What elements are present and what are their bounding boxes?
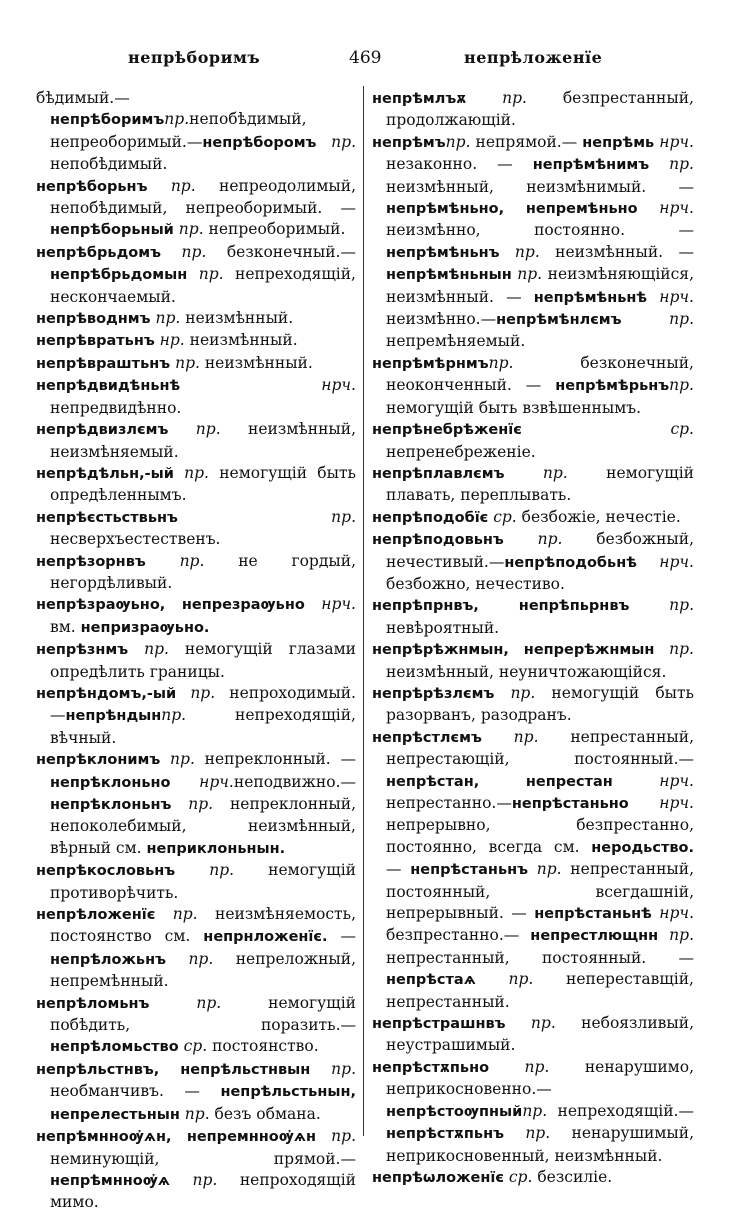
definition-text: неизмѣнный, неуничтожающійся. [386,662,667,681]
definition-text: немогущій побѣдить, поразить.— [50,993,356,1035]
headword: непрѣмѣрнмъ [372,355,489,372]
grammar-abbreviation: пр. [166,949,214,968]
grammar-abbreviation: пр. [160,750,195,769]
grammar-abbreviation: ср. [488,507,517,526]
headword: непрѣмѣньнѣ [533,289,648,306]
definition-text: безпрестанно.— [386,926,531,945]
dictionary-entry [372,1167,694,1189]
definition-text: безконечный, неоконченный. — [386,353,694,395]
headword: непрѣкословьнъ [36,863,176,880]
definition-text: непрестанно.— [386,794,512,812]
dictionary-entry [372,1057,694,1167]
definition-text: непреклонный. — [194,750,356,769]
headword: непрѣрѣжнмын, непрерѣжнмын [372,642,655,659]
grammar-abbreviation: нрч. [637,199,694,218]
headword: непрѣборьный [50,222,174,239]
headword: непрѣстлємъ [372,729,482,746]
definition-text: непреходящій, нескончаемый. [50,265,356,306]
headword: непрѣстаньнъ [410,862,529,879]
grammar-abbreviation: нрч. [304,595,356,614]
definition-text: неизмѣняемость, постоянство см. [50,905,356,946]
headword: непрѣбрьдомын [50,267,188,284]
right-column [372,88,694,1189]
definition-text: непрямой.— [470,132,583,151]
headword: непрѣстаньнѣ [534,906,652,923]
definition-text: безбожный, нечестивый.— [386,530,694,571]
headword: непрѣподобїє [372,509,489,526]
dictionary-entry [36,749,356,860]
headword: непрѣмѣньнын [386,267,512,284]
definition-text: неизмѣняющійся, неизмѣнный. — [386,265,695,306]
definition-text: — [327,927,356,946]
grammar-abbreviation: пр. [504,463,568,482]
dictionary-entry [36,683,356,749]
grammar-abbreviation: пр. [621,310,694,329]
grammar-abbreviation: нрч. [647,287,694,306]
grammar-abbreviation: пр. [161,242,207,261]
grammar-abbreviation: пр. [173,463,209,482]
definition-text: непрестанный, постоянный, всегдашній, непрерывный. — [386,860,694,923]
definition-text: непрестанный, непрестающій, постоянный.— [386,727,695,769]
headword: непрѣстан, непрестан [386,773,613,790]
grammar-abbreviation: пр. [145,551,205,570]
grammar-abbreviation: пр. [499,242,540,261]
grammar-abbreviation: пр. [522,1101,548,1120]
headword: неприклоньнын. [146,840,286,857]
grammar-abbreviation: пр. [176,683,216,702]
definition-text: немогущій быть опредѣленнымъ. [50,463,356,505]
dictionary-entry [36,375,356,419]
grammar-abbreviation: пр. [171,795,214,813]
headword: непрѣдвизлємъ [36,422,169,439]
definition-text: неизмѣнный. [199,353,313,372]
dictionary-entry [36,353,356,375]
dictionary-entry [36,330,356,352]
dictionary-entry [372,88,694,132]
headword: непрѣложенїє [36,907,156,924]
definition-text: неизмѣнный, неизмѣнимый. — [386,177,694,196]
headword: непрестлющнн [530,928,659,945]
headword: непрѣплавлємъ [372,465,505,482]
dictionary-entry [372,639,694,683]
grammar-abbreviation: пр. [528,860,562,879]
definition-text: безбожно, нечестиво. [386,574,565,593]
definition-text: немогущій быть взвѣшеннымъ. [386,398,642,417]
definition-text: безсиліе. [532,1167,613,1186]
dictionary-entry [36,1059,356,1126]
headword: непрѣмѣнлємъ [496,312,622,329]
definition-text: немогущій плавать, переплывать. [386,463,694,505]
dictionary-entry [36,904,356,993]
headword: непрѣклонимъ [36,752,161,769]
grammar-abbreviation: пр. [170,353,200,372]
dictionary-entry [36,88,356,176]
dictionary-entry [372,507,694,529]
headword: непрѣклоньнъ [50,797,172,813]
definition-text: неизмѣнно, постоянно. — [386,221,694,240]
dictionary-entry [36,860,356,904]
headword: непрѣборимъ [50,112,165,129]
definition-text: неизмѣнный, неизмѣняемый. [50,420,356,461]
dictionary-entry [372,1013,694,1057]
definition-text: немогущій глазами опредѣлить границы. [50,640,356,681]
headword: непрѣстаѧ [386,972,476,989]
dictionary-entry [36,1126,356,1214]
definition-text: несверхъестественъ. [50,530,221,549]
dictionary-entry [36,308,356,330]
headword: непрѣзнмъ [36,642,129,659]
headword: непрѣзорнвъ [36,553,146,570]
headword: непрѣнебрѣженїє [372,422,522,439]
headword: непрѣмнноѹ҆ѧн, непремнноѹ҆ѧн [36,1129,316,1146]
headword: непрѣмѣньнъ [386,244,500,261]
grammar-abbreviation: пр. [475,970,534,989]
dictionary-entry [36,463,356,507]
grammar-abbreviation: пр. [173,220,204,239]
dictionary-entry [36,639,356,683]
grammar-abbreviation: пр. [466,89,527,107]
grammar-abbreviation: пр. [128,640,169,659]
definition-text: небоязливый, неустрашимый. [386,1014,695,1055]
headword: непрѣстаньно [511,796,629,812]
definition-text: необманчивъ. — [50,1082,221,1101]
definition-text: непроходящій мимо. [50,1170,356,1212]
definition-text: непереставщій, непрестанный. [386,970,694,1011]
headword: непрѣльстнвъ, непрѣльстнвын [36,1061,311,1078]
grammar-abbreviation: пр. [175,861,235,880]
headword: непрѣдѣльн,-ый [36,465,174,482]
grammar-abbreviation: пр. [505,1014,556,1033]
grammar-abbreviation: пр. [481,727,539,746]
grammar-abbreviation: пр. [316,132,356,151]
grammar-abbreviation: нр. [154,331,185,350]
headword: неродьство. [591,839,694,856]
definition-text: непредвидѣнно. [50,398,182,417]
definition-text: невѣроятный. [386,618,500,637]
definition-text: безбожіе, нечестіе. [516,507,681,526]
grammar-abbreviation: пр. [658,926,694,945]
running-head-right: непрѣложенїе [464,48,603,67]
definition-text: не гордый, негордѣливый. [50,551,356,592]
definition-text: безпрестанный, продолжающій. [386,89,694,130]
dictionary-entry [372,419,694,463]
headword: непрѣборомъ [202,134,317,151]
headword: непрѣндомъ,-ый [36,685,177,702]
headword: непрѣломьство [50,1039,179,1056]
definition-text: неизмѣнный. [184,331,298,350]
dictionary-entry [372,529,694,595]
headword: непрѣрѣзлємъ [372,685,495,702]
grammar-abbreviation: ср. [503,1167,533,1186]
grammar-abbreviation: пр. [488,353,514,372]
definition-text: непреходящій, вѣчный. [50,706,356,747]
grammar-abbreviation: пр. [649,155,694,174]
headword: непрѣстоѹпный [386,1103,523,1120]
dictionary-entry [36,551,356,595]
dictionary-entry [372,463,694,507]
grammar-abbreviation: пр. [147,176,196,195]
grammar-abbreviation: пр. [511,265,543,284]
definition-text: непреодолимый, непобѣдимый, непреоборимый. — [50,176,356,218]
headword: непрѣльстьнын, непрелестьнын [50,1084,356,1123]
definition-text: ненарушимо, неприкосновенно.— [386,1057,694,1099]
headword: непрѣмлъѫ [372,91,467,107]
grammar-abbreviation: пр. [150,309,181,328]
dictionary-entry [36,242,356,308]
grammar-abbreviation: пр. [669,376,694,395]
definition-text: непремѣняемый. [386,332,526,351]
definition-text: неподвижно.— [233,772,356,791]
grammar-abbreviation: пр. [315,1127,357,1146]
headword: непрѣборьнъ [36,178,148,195]
grammar-abbreviation: нрч. [628,794,694,812]
dictionary-entry [36,993,356,1059]
dictionary-entry [372,353,694,419]
grammar-abbreviation: нрч. [612,771,694,790]
definition-text: непреклонный, непоколебимый, неизмѣнный, вѣрный см. [50,795,357,857]
dictionary-entry [36,419,356,463]
grammar-abbreviation: ср. [178,1037,208,1056]
headword: непрѣстѫпьно [372,1059,490,1076]
definition-text: непреоборимый. [203,220,346,239]
definition-text: непреходящій.— [547,1101,694,1120]
definition-text: ненарушимый, неприкосновенный, неизмѣнный. [386,1124,694,1165]
headword: непрѣндын [65,708,162,725]
definition-text: непобѣдимый, непреоборимый.— [50,110,307,151]
headword: непрѣбрьдомъ [36,244,162,261]
running-head-left: непрѣборимъ [128,48,261,67]
definition-text: непрерывно, безпрестанно, постоянно, всегда см. [386,816,694,856]
grammar-abbreviation: нрч. [636,552,694,571]
headword: непрѣложьнъ [50,951,167,968]
grammar-abbreviation: пр. [161,706,187,725]
definition-text: безконечный.— [206,242,356,261]
headword: непрѣмъ [372,134,446,151]
headword: непрѣєстьствьнъ [36,509,178,526]
headword: непрѣподобьнѣ [504,554,637,571]
grammar-abbreviation: нрч. [654,132,694,151]
definition-text: немогущій быть разорванъ, разодранъ. [386,683,694,725]
dictionary-entry [36,594,356,639]
definition-text: непреложный, непремѣнный. [50,949,356,991]
grammar-abbreviation: пр. [310,1059,356,1078]
grammar-abbreviation: пр. [654,640,694,659]
grammar-abbreviation: пр. [177,507,356,526]
headword: непрѣмь [582,134,655,151]
headword: непрѣѡложенїє [372,1169,504,1186]
dictionary-entry [372,132,694,353]
grammar-abbreviation: пр. [149,993,222,1012]
headword: непрѣмнноѹ҆ѧ [50,1172,170,1189]
headword: непрѣвраштьнъ [36,355,171,372]
grammar-abbreviation: пр. [503,530,563,549]
headword: непрѣломьнъ [36,995,150,1012]
left-column [36,88,356,1214]
headword: непрѣклоньно [50,774,171,791]
dictionary-entry [372,727,694,1013]
definition-text: бѣдимый.— [36,89,130,107]
headword: непрѣмѣньно, непремѣньно [386,201,638,218]
grammar-abbreviation: пр. [489,1057,550,1076]
definition-text: постоянство. [207,1037,319,1056]
definition-text: непрестанный, постоянный. — [386,948,694,967]
grammar-abbreviation: ср. [521,420,694,439]
headword: непрѣстѫпьнъ [386,1126,504,1143]
page-number: 469 [349,48,382,68]
grammar-abbreviation: пр. [155,905,198,924]
definition-text: неминующій, прямой.— [50,1149,356,1168]
grammar-abbreviation: нрч. [180,376,356,395]
grammar-abbreviation: нрч. [170,772,234,791]
definition-text: неизмѣнный. [180,309,294,328]
definition-text: вм. [50,617,81,636]
grammar-abbreviation: пр. [187,265,224,284]
headword: непрѣвратьнъ [36,333,155,350]
headword: непризраѹьно. [80,619,210,636]
grammar-abbreviation: пр. [179,1104,210,1123]
grammar-abbreviation: пр. [169,1170,218,1189]
dictionary-entry [36,176,356,242]
grammar-abbreviation: пр. [503,1124,551,1143]
definition-text: незаконно. — [386,155,533,174]
column-divider [363,86,364,1136]
headword: непрѣпрнвъ, непрѣпьрнвъ [372,598,630,615]
headword: непрѣзраѹьно, непрезраѹьно [36,597,305,614]
definition-text: — [386,860,411,879]
headword: непрѣстрашнвъ [372,1016,506,1033]
grammar-abbreviation: пр. [164,110,190,129]
dictionary-entry [372,595,694,639]
grammar-abbreviation: нрч. [651,904,694,923]
definition-text: безъ обмана. [209,1104,321,1123]
grammar-abbreviation: пр. [494,683,536,702]
definition-text: неизмѣнно.— [386,310,497,329]
definition-text: непобѣдимый. [50,155,168,174]
headword: непрѣдвидѣньнѣ [36,378,181,395]
headword: непрѣподовьнъ [372,532,504,549]
dictionary-entry [36,507,356,551]
grammar-abbreviation: пр. [445,132,471,151]
headword: непрѣводнмъ [36,311,151,328]
grammar-abbreviation: пр. [168,420,221,439]
headword: непрѣмѣнимъ [532,157,650,174]
grammar-abbreviation: пр. [629,596,694,615]
definition-text: непроходимый. — [50,683,356,725]
dictionary-entry [372,683,694,727]
definition-text: неизмѣнный. — [539,242,694,261]
headword: непрѣмѣрьнъ [555,378,670,395]
headword: непрнложенїє. [203,929,328,946]
definition-text: непренебреженіе. [386,442,536,461]
definition-text: немогущій противорѣчить. [50,861,356,902]
